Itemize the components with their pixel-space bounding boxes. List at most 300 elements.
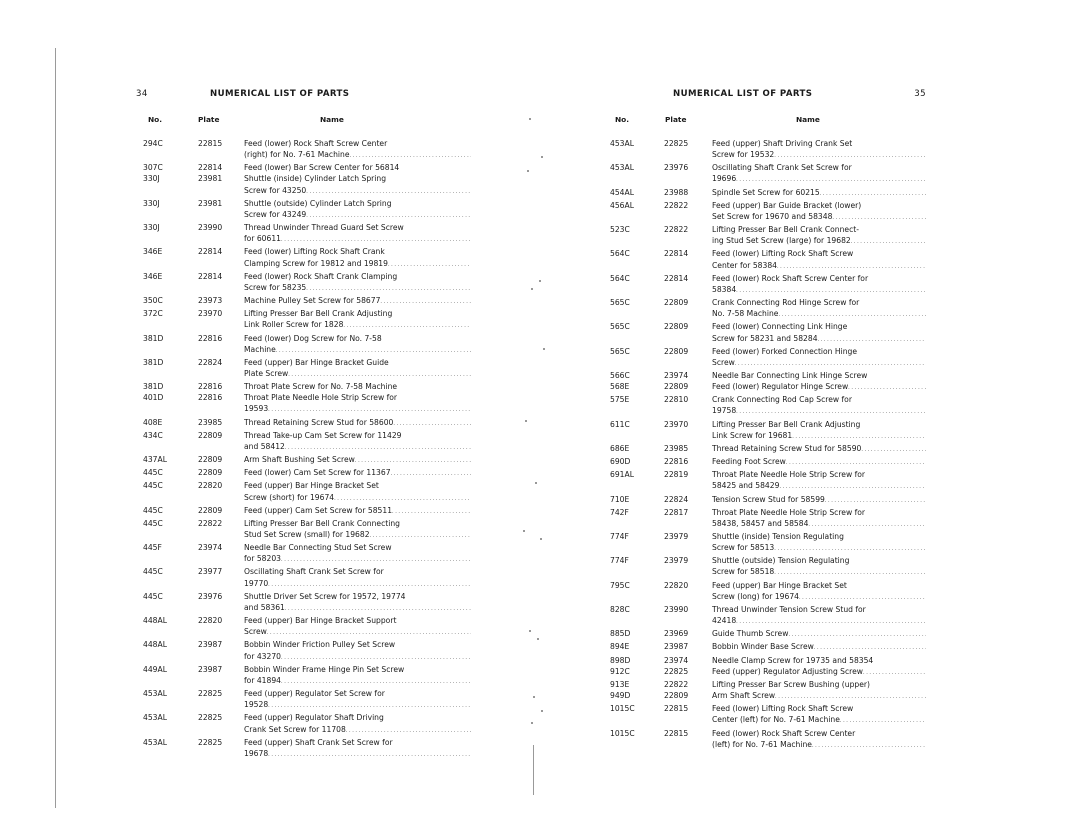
part-name-text: Spindle Set Screw for 60215 (712, 187, 820, 197)
part-number: 437AL (143, 455, 167, 465)
part-name-line (712, 566, 926, 579)
part-name (712, 679, 926, 690)
part-row (136, 566, 471, 590)
part-row (136, 381, 471, 392)
part-number: 774F (610, 556, 629, 566)
leader-dots (393, 417, 471, 430)
part-name-line (244, 246, 471, 257)
part-name-line (244, 578, 471, 591)
part-name-text: Needle Clamp Screw for 19735 and 58354 (712, 655, 874, 665)
part-name-text: 58425 and 58429 (712, 481, 780, 491)
leader-dots (812, 739, 926, 752)
part-number: 445F (143, 543, 162, 553)
gutter-speck (531, 288, 533, 290)
part-name-text: Feed (upper) Shaft Crank Set Screw for (244, 737, 393, 747)
part-name-line (244, 138, 471, 149)
part-row (610, 138, 926, 162)
part-name-line (244, 566, 471, 577)
part-name (244, 505, 471, 518)
part-name-text: Screw for 58235 (244, 282, 307, 292)
part-row (610, 370, 926, 381)
part-name-text: Screw (712, 357, 735, 367)
part-name-text: Feeding Foot Screw (712, 457, 786, 467)
part-number: 330J (143, 198, 160, 208)
part-number: 381D (143, 357, 164, 367)
page-number: 34 (136, 89, 148, 99)
plate-number: 23977 (198, 567, 223, 577)
part-name-line (712, 714, 926, 727)
part-row (136, 591, 471, 615)
plate-number: 23981 (198, 174, 223, 184)
part-name-text: 58438, 58457 and 58584 (712, 518, 809, 528)
part-name-text: Feed (upper) Cam Set Screw for 58511 (244, 505, 393, 515)
leader-dots (851, 235, 926, 248)
part-name-line (712, 456, 926, 469)
plate-number: 22816 (198, 333, 223, 343)
part-name (712, 224, 926, 248)
part-name-line (712, 224, 926, 235)
part-name-line (712, 679, 926, 690)
part-row (136, 308, 471, 332)
leader-dots (306, 282, 471, 295)
part-name-text: Throat Plate Needle Hole Strip Screw for (712, 507, 866, 517)
part-name (712, 555, 926, 579)
page-header (136, 89, 471, 103)
part-name (244, 480, 471, 504)
gutter-speck (540, 538, 542, 540)
leader-dots (267, 626, 471, 639)
plate-number: 23987 (198, 664, 223, 674)
leader-dots (735, 357, 926, 370)
part-name-text: Feed (lower) Lifting Rock Shaft Screw (712, 704, 854, 714)
part-name (712, 370, 926, 381)
gutter-speck (529, 630, 531, 632)
part-name-line (712, 357, 926, 370)
part-name-line (712, 739, 926, 752)
part-name-text: Screw for 58518 (712, 567, 775, 577)
column-header-plate: Plate (665, 115, 687, 124)
part-name-line (244, 492, 471, 505)
part-number: 330J (143, 223, 160, 233)
plate-number: 23974 (664, 655, 689, 665)
part-row (610, 381, 926, 394)
part-name-text: Lifting Presser Bar Bell Crank Adjusting (244, 309, 393, 319)
part-number: 456AL (610, 200, 634, 210)
part-name (712, 187, 926, 200)
part-name-text: Feed (upper) Bar Hinge Bracket Support (244, 616, 397, 626)
part-row (136, 173, 471, 197)
part-name (712, 655, 926, 666)
part-number: 575E (610, 395, 630, 405)
leader-dots (334, 492, 471, 505)
part-number: 346E (143, 271, 163, 281)
part-name (244, 222, 471, 246)
part-name-text: Feed (upper) Regulator Shaft Driving (244, 713, 384, 723)
leader-dots (863, 666, 926, 679)
part-name-text: Screw for 43250 (244, 185, 307, 195)
leader-dots (775, 690, 926, 703)
plate-number: 22820 (198, 481, 223, 491)
part-name-line (712, 173, 926, 186)
part-name-text: (right) for No. 7-61 Machine (244, 150, 350, 160)
part-name (712, 531, 926, 555)
part-name-line (244, 149, 471, 162)
part-row (610, 679, 926, 690)
part-name-line (244, 615, 471, 626)
part-name-line (712, 381, 926, 394)
part-name-text: Feed (lower) Cam Set Screw for 11367 (244, 468, 391, 478)
part-name (244, 566, 471, 590)
part-row (610, 346, 926, 370)
part-name-text: Feed (lower) Rock Shaft Screw Center (712, 728, 856, 738)
part-name-text: Feed (upper) Regulator Adjusting Screw (712, 666, 864, 676)
part-number: 346E (143, 247, 163, 257)
leader-dots (370, 529, 471, 542)
leader-dots (268, 578, 471, 591)
right-page (610, 0, 926, 834)
part-number: 453AL (143, 689, 167, 699)
leader-dots (306, 185, 471, 198)
gutter-specks (521, 110, 541, 790)
plate-number: 23979 (664, 556, 689, 566)
gutter-speck (525, 420, 527, 422)
part-name (712, 443, 926, 456)
plate-number: 23981 (198, 198, 223, 208)
part-name (712, 703, 926, 727)
part-name-line (712, 211, 926, 224)
plate-number: 22815 (664, 704, 689, 714)
part-row (610, 394, 926, 418)
page-title: NUMERICAL LIST OF PARTS (673, 89, 813, 99)
part-name-text: Shuttle (outside) Cylinder Latch Spring (244, 198, 392, 208)
part-name (712, 273, 926, 297)
part-name-text: Feed (lower) Dog Screw for No. 7-58 (244, 333, 382, 343)
part-name-text: Feed (lower) Regulator Hinge Screw (712, 382, 849, 392)
plate-number: 22825 (198, 689, 223, 699)
plate-number: 22814 (198, 271, 223, 281)
part-name-line (244, 282, 471, 295)
part-name-text: Thread Unwinder Thread Guard Set Screw (244, 223, 404, 233)
part-name (244, 615, 471, 639)
part-number: 449AL (143, 664, 167, 674)
part-name-line (244, 258, 471, 271)
part-name-line (712, 405, 926, 418)
part-row (610, 469, 926, 493)
part-name (712, 580, 926, 604)
part-number: 742F (610, 507, 629, 517)
leader-dots (281, 553, 471, 566)
part-name-line (244, 712, 471, 723)
part-name-text: Screw (long) for 19674 (712, 591, 799, 601)
part-row (610, 580, 926, 604)
part-name (712, 456, 926, 469)
plate-number: 22814 (664, 249, 689, 259)
plate-number: 23976 (198, 591, 223, 601)
part-row (136, 737, 471, 761)
plate-number: 22809 (198, 505, 223, 515)
part-name-line (712, 604, 926, 615)
part-row (610, 456, 926, 469)
part-name-line (712, 297, 926, 308)
part-name-text: Feed (upper) Regulator Set Screw for (244, 689, 385, 699)
part-name (244, 246, 471, 270)
plate-number: 23990 (664, 604, 689, 614)
part-row (136, 542, 471, 566)
leader-dots (814, 641, 926, 654)
parts-list (610, 138, 926, 752)
leader-dots (288, 368, 471, 381)
part-name-line (244, 651, 471, 664)
plate-number: 22814 (198, 163, 223, 173)
plate-number: 22822 (664, 200, 689, 210)
leader-dots (285, 602, 471, 615)
part-name-line (712, 430, 926, 443)
part-number: 523C (610, 225, 630, 235)
part-row (136, 480, 471, 504)
plate-number: 22810 (664, 395, 689, 405)
part-name-line (244, 357, 471, 368)
part-name-text: Clamping Screw for 19812 and 19819 (244, 258, 388, 268)
part-name-line (712, 273, 926, 284)
part-name-line (244, 308, 471, 319)
part-name (712, 690, 926, 703)
parts-list (136, 138, 471, 761)
part-row (610, 555, 926, 579)
leader-dots (268, 403, 471, 416)
plate-number: 23979 (664, 532, 689, 541)
part-name (244, 467, 471, 480)
gutter-speck (535, 482, 537, 484)
part-name-text: (left) for No. 7-61 Machine (712, 739, 812, 749)
part-name-text: Tension Screw Stud for 58599 (712, 494, 825, 504)
plate-number: 22809 (664, 298, 689, 308)
part-name-text: Feed (upper) Bar Hinge Bracket Set (712, 580, 847, 590)
part-name-text: Feed (upper) Bar Guide Bracket (lower) (712, 200, 862, 210)
part-name (244, 138, 471, 162)
part-name (712, 346, 926, 370)
leader-dots (285, 441, 471, 454)
part-name-text: Screw for 43249 (244, 209, 307, 219)
plate-number: 22822 (664, 679, 689, 689)
part-name-line (244, 403, 471, 416)
part-name (244, 333, 471, 357)
plate-number: 22809 (664, 322, 689, 332)
part-number: 453AL (143, 737, 167, 747)
part-row (136, 518, 471, 542)
leader-dots (779, 480, 926, 493)
plate-number: 23985 (664, 443, 689, 453)
part-name (244, 162, 471, 173)
part-name-line (244, 222, 471, 233)
part-name-line (244, 417, 471, 430)
part-row (136, 430, 471, 454)
part-name-text: and 58361 (244, 602, 285, 612)
part-name (244, 381, 471, 392)
part-number: 434C (143, 430, 163, 440)
plate-number: 23976 (664, 163, 689, 173)
part-name (712, 419, 926, 443)
part-name-text: 19593 (244, 404, 269, 414)
part-number: 894E (610, 642, 630, 652)
part-number: 445C (143, 481, 163, 491)
part-row (610, 248, 926, 272)
part-row (610, 728, 926, 752)
part-row (136, 392, 471, 416)
part-name-line (712, 284, 926, 297)
part-name-text: Feed (lower) Connecting Link Hinge (712, 322, 848, 332)
part-name-line (712, 580, 926, 591)
part-number: 453AL (610, 139, 634, 148)
part-name-text: Lifting Presser Bar Bell Crank Adjusting (712, 419, 861, 429)
plate-number: 22809 (664, 382, 689, 392)
part-name-line (712, 480, 926, 493)
part-name-line (244, 724, 471, 737)
part-row (610, 531, 926, 555)
leader-dots (774, 566, 926, 579)
part-name-text: Machine Pulley Set Screw for 58677 (244, 296, 381, 306)
part-row (610, 224, 926, 248)
part-name-line (712, 542, 926, 555)
leader-dots (281, 651, 471, 664)
part-name-line (712, 200, 926, 211)
leader-dots (268, 699, 471, 712)
part-name (244, 308, 471, 332)
part-name-text: Arm Shaft Screw (712, 691, 776, 701)
leader-dots (825, 494, 926, 507)
part-name-line (244, 480, 471, 491)
leader-dots (840, 714, 926, 727)
part-name-text: 19696 (712, 174, 737, 184)
plate-number: 22825 (198, 713, 223, 723)
part-row (136, 615, 471, 639)
column-header-no: No. (615, 115, 630, 124)
part-number: 445C (143, 518, 163, 528)
part-row (610, 628, 926, 641)
part-name-line (244, 591, 471, 602)
part-number: 454AL (610, 187, 634, 197)
plate-number: 23987 (198, 640, 223, 650)
part-name-line (244, 553, 471, 566)
plate-number: 23985 (198, 417, 223, 427)
part-name-line (244, 209, 471, 222)
part-row (610, 690, 926, 703)
part-name-text: Feed (lower) Lifting Rock Shaft Crank (244, 247, 385, 257)
part-number: 691AL (610, 470, 634, 480)
leader-dots (774, 149, 926, 162)
leader-dots (343, 319, 471, 332)
part-row (610, 419, 926, 443)
part-row (610, 321, 926, 345)
plate-number: 22825 (664, 666, 689, 676)
part-name-line (712, 443, 926, 456)
part-number: 445C (143, 591, 163, 601)
page-header (610, 89, 926, 103)
leader-dots (268, 748, 471, 761)
leader-dots (350, 149, 472, 162)
part-name (244, 271, 471, 295)
gutter-speck (531, 722, 533, 724)
part-name-text: 19770 (244, 578, 269, 588)
part-name-text: Crank Connecting Rod Hinge Screw for (712, 298, 860, 308)
part-name (244, 454, 471, 467)
part-name (244, 357, 471, 381)
part-name-text: Oscillating Shaft Crank Set Screw for (712, 163, 852, 173)
part-name (712, 728, 926, 752)
part-name-line (244, 162, 471, 173)
part-name-text: 19758 (712, 406, 737, 416)
part-name-text: for 58203 (244, 554, 282, 564)
leader-dots (820, 187, 926, 200)
part-name-text: Screw (244, 627, 267, 637)
leader-dots (736, 405, 926, 418)
part-name-text: No. 7-58 Machine (712, 309, 779, 319)
part-name-line (244, 529, 471, 542)
part-name-text: Plate Screw (244, 368, 289, 378)
part-name-text: Shuttle Driver Set Screw for 19572, 19774 (244, 591, 406, 601)
part-number: 372C (143, 309, 163, 319)
leader-dots (777, 260, 926, 273)
part-name (244, 542, 471, 566)
part-name-text: Shuttle (inside) Cylinder Latch Spring (244, 174, 387, 184)
part-name-line (712, 333, 926, 346)
part-name-line (712, 555, 926, 566)
plate-number: 23970 (198, 309, 223, 319)
part-row (610, 655, 926, 666)
plate-number: 22815 (198, 139, 223, 148)
part-name-text: Shuttle (outside) Tension Regulating (712, 556, 850, 566)
part-name (712, 138, 926, 162)
gutter-speck (523, 530, 525, 532)
part-name (712, 494, 926, 507)
leader-dots (306, 209, 471, 222)
plate-number: 23987 (664, 642, 689, 652)
part-number: 690D (610, 457, 631, 467)
part-name-line (712, 690, 926, 703)
part-name-line (244, 344, 471, 357)
plate-number: 22814 (198, 247, 223, 257)
plate-number: 22809 (198, 430, 223, 440)
part-name-text: Throat Plate Screw for No. 7-58 Machine (244, 382, 398, 392)
column-header-no: No. (148, 115, 163, 124)
part-number: 401D (143, 393, 164, 403)
part-name-line (712, 507, 926, 518)
gutter-speck (533, 696, 535, 698)
plate-number: 22825 (198, 737, 223, 747)
leader-dots (778, 308, 926, 321)
part-name-text: Feed (lower) Rock Shaft Screw Center for (712, 273, 869, 283)
gutter-speck (537, 638, 539, 640)
page-number: 35 (914, 89, 926, 99)
part-number: 408E (143, 417, 163, 427)
part-name-line (244, 518, 471, 529)
part-name-line (244, 699, 471, 712)
plate-number: 22809 (198, 455, 223, 465)
part-name-line (244, 185, 471, 198)
part-name (712, 200, 926, 224)
part-name-text: Feed (lower) Rock Shaft Screw Center (244, 139, 388, 148)
part-name-text: Needle Bar Connecting Link Hinge Screw (712, 370, 868, 380)
part-name-text: Feed (lower) Lifting Rock Shaft Screw (712, 249, 854, 259)
part-number: 949D (610, 691, 631, 701)
part-number: 350C (143, 296, 163, 306)
plate-number: 23974 (664, 370, 689, 380)
plate-number: 22822 (198, 518, 223, 528)
part-name-line (244, 233, 471, 246)
column-header-name: Name (796, 115, 820, 124)
leader-dots (281, 675, 471, 688)
part-name (712, 469, 926, 493)
part-name-line (712, 162, 926, 173)
